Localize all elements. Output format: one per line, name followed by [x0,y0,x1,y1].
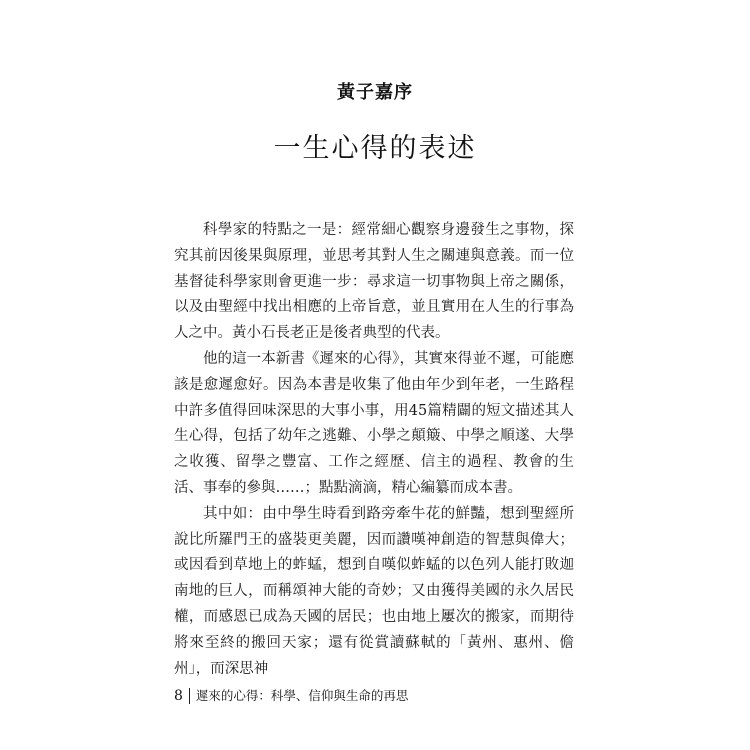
paragraph: 科學家的特點之一是：經常細心觀察身邊發生之事物，探究其前因後果與原理，並思考其對人生之關連與意義。而一位基督徒科學家則會更進一步：尋求這一切事物與上帝之關係，以及由聖經中找出相應的上帝旨意，並且實用在人生的行事為人之中。黃小石長老正是後者典型的代表。 [174,222,574,342]
paragraph: 其中如：由中學生時看到路旁牽牛花的鮮豔，想到聖經所說比所羅門王的盛裝更美麗，因而讚嘆神創造的智慧與偉大；或因看到草地上的蚱蜢，想到自嘆似蚱蜢的以色列人能打敗迦南地的巨人，而稱頌神大能的奇妙；又由獲得美國的永久居民權，而感恩已成為天國的居民；也由地上屢次的搬家，而期待將來至終的搬回天家；還有從賞讀蘇軾的「黃州、惠州、儋州」，而深思神 [174,505,574,677]
body-text [174,218,574,682]
page-number: 8 [174,688,183,704]
chapter-title: 一生心得的表述 [273,133,477,164]
footer-divider [189,688,190,704]
preface-author-heading: 黃子嘉序 [337,82,413,103]
running-title: 遲來的心得：科學、信仰與生命的再思 [195,688,409,703]
page-footer [174,686,408,706]
paragraph: 他的這一本新書《遲來的心得》，其實來得並不遲，可能應該是愈遲愈好。因為本書是收集了他由年少到年老，一生路程中許多值得回味深思的大事小事，用45篇精闢的短文描述其人生心得，包括了幼年之逃難、小學之顛簸、中學之順遂、大學之收獲、留學之豐富、工作之經歷、信主的過程、教會的生活、事奉的參與……；點點滴滴，精心編纂而成本書。 [174,350,574,496]
